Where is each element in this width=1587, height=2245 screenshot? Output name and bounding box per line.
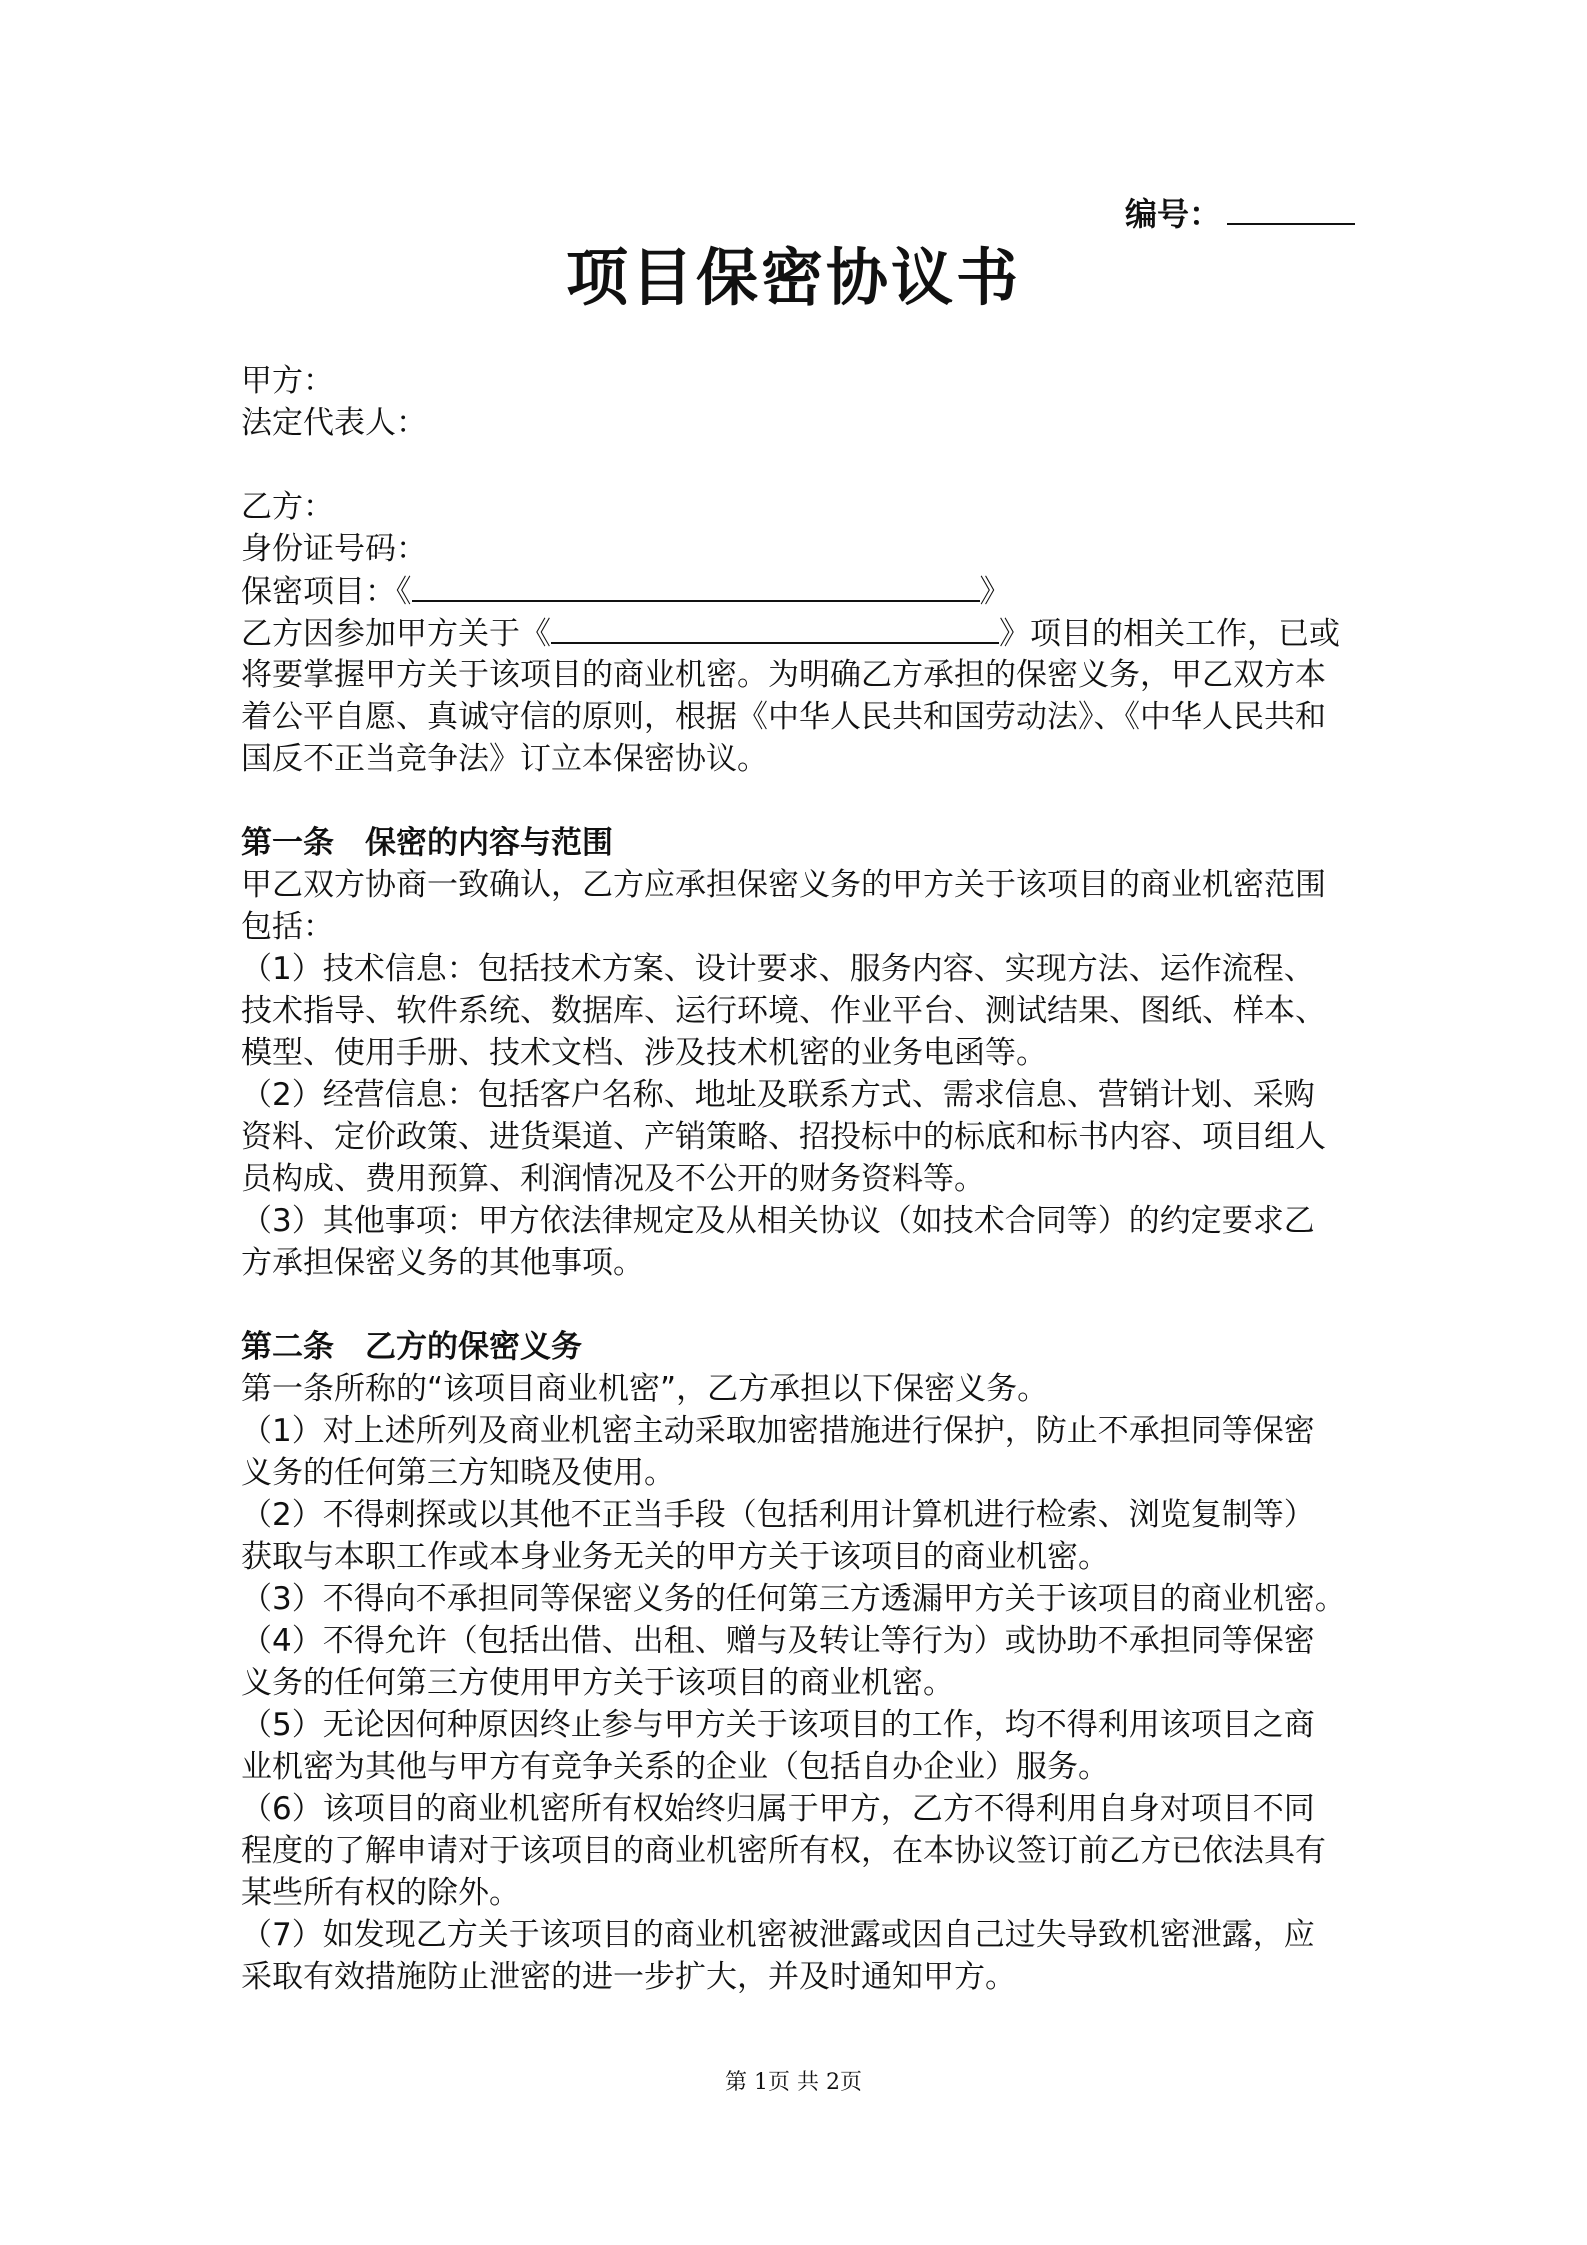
- article-1-line: 包括：: [241, 909, 334, 945]
- article-2-line: （3）不得向不承担同等保密义务的任何第三方透漏甲方关于该项目的商业机密。: [241, 1581, 1346, 1617]
- intro-prefix: 乙方因参加甲方关于《: [241, 616, 551, 652]
- article-1-line: 方承担保密义务的其他事项。: [241, 1245, 644, 1281]
- article-2-line: 某些所有权的除外。: [241, 1875, 520, 1911]
- article-2-line: 第一条所称的“该项目商业机密”，乙方承担以下保密义务。: [241, 1371, 1049, 1407]
- intro-line-1: [241, 612, 1356, 654]
- project-suffix: 》: [979, 574, 1011, 610]
- article-1-line: 甲乙双方协商一致确认，乙方应承担保密义务的甲方关于该项目的商业机密范围: [241, 867, 1326, 903]
- article-1-line: （3）其他事项：甲方依法律规定及从相关协议（如技术合同等）的约定要求乙: [241, 1203, 1315, 1239]
- article-1-line: （1）技术信息：包括技术方案、设计要求、服务内容、实现方法、运作流程、: [241, 951, 1315, 987]
- intro-line-4: 国反不正当竞争法》订立本保密协议。: [241, 741, 768, 777]
- intro-line-2: 将要掌握甲方关于该项目的商业机密。为明确乙方承担的保密义务，甲乙双方本: [241, 657, 1326, 693]
- intro-project-blank: [551, 612, 999, 644]
- article-2-line: 义务的任何第三方使用甲方关于该项目的商业机密。: [241, 1665, 954, 1701]
- article-1-line: 员构成、费用预算、利润情况及不公开的财务资料等。: [241, 1161, 985, 1197]
- serial-number-label: 编号：: [1125, 195, 1222, 233]
- spacer: [241, 780, 1356, 822]
- article-2-line: （2）不得刺探或以其他不正当手段（包括利用计算机进行检索、浏览复制等）: [241, 1497, 1315, 1533]
- document-title: 项目保密协议书: [565, 241, 1021, 314]
- project-name-blank: [412, 570, 980, 602]
- article-2-line: （7）如发现乙方关于该项目的商业机密被泄露或因自己过失导致机密泄露，应: [241, 1917, 1315, 1953]
- article-2-line: （6）该项目的商业机密所有权始终归属于甲方，乙方不得利用自身对项目不同: [241, 1791, 1315, 1827]
- page-number-footer: 第 1页 共 2页: [725, 2070, 862, 2095]
- spacer: [241, 1284, 1356, 1326]
- article-2-line: （4）不得允许（包括出借、出租、赠与及转让等行为）或协助不承担同等保密: [241, 1623, 1315, 1659]
- article-1-line: 技术指导、软件系统、数据库、运行环境、作业平台、测试结果、图纸、样本、: [241, 993, 1326, 1029]
- article-2-line: 业机密为其他与甲方有竞争关系的企业（包括自办企业）服务。: [241, 1749, 1109, 1785]
- spacer: [241, 444, 1356, 486]
- article-2-line: 采取有效措施防止泄密的进一步扩大，并及时通知甲方。: [241, 1959, 1016, 1995]
- article-2-line: 获取与本职工作或本身业务无关的甲方关于该项目的商业机密。: [241, 1539, 1109, 1575]
- article-1-heading: 第一条 保密的内容与范围: [241, 825, 613, 861]
- id-number-line: 身份证号码：: [241, 531, 427, 567]
- project-prefix: 保密项目：《: [241, 574, 412, 610]
- article-2-line: （1）对上述所列及商业机密主动采取加密措施进行保护，防止不承担同等保密: [241, 1413, 1315, 1449]
- article-2-line: 义务的任何第三方知晓及使用。: [241, 1455, 675, 1491]
- legal-representative-line: 法定代表人：: [241, 405, 427, 441]
- party-a-line: 甲方：: [241, 363, 334, 399]
- intro-suffix: 》项目的相关工作，已或: [999, 616, 1340, 652]
- article-1-line: 资料、定价政策、进货渠道、产销策略、招投标中的标底和标书内容、项目组人: [241, 1119, 1326, 1155]
- article-2-heading: 第二条 乙方的保密义务: [241, 1329, 582, 1365]
- document-body: [241, 360, 1356, 1998]
- serial-number-field: [1125, 190, 1365, 238]
- party-b-line: 乙方：: [241, 489, 334, 525]
- article-1-line: （2）经营信息：包括客户名称、地址及联系方式、需求信息、营销计划、采购: [241, 1077, 1315, 1113]
- article-2-line: 程度的了解申请对于该项目的商业机密所有权，在本协议签订前乙方已依法具有: [241, 1833, 1326, 1869]
- article-2-line: （5）无论因何种原因终止参与甲方关于该项目的工作，均不得利用该项目之商: [241, 1707, 1315, 1743]
- serial-number-blank: [1227, 193, 1355, 225]
- intro-line-3: 着公平自愿、真诚守信的原则，根据《中华人民共和国劳动法》、《中华人民共和: [241, 699, 1326, 735]
- project-line: [241, 570, 1356, 612]
- article-1-line: 模型、使用手册、技术文档、涉及技术机密的业务电函等。: [241, 1035, 1047, 1071]
